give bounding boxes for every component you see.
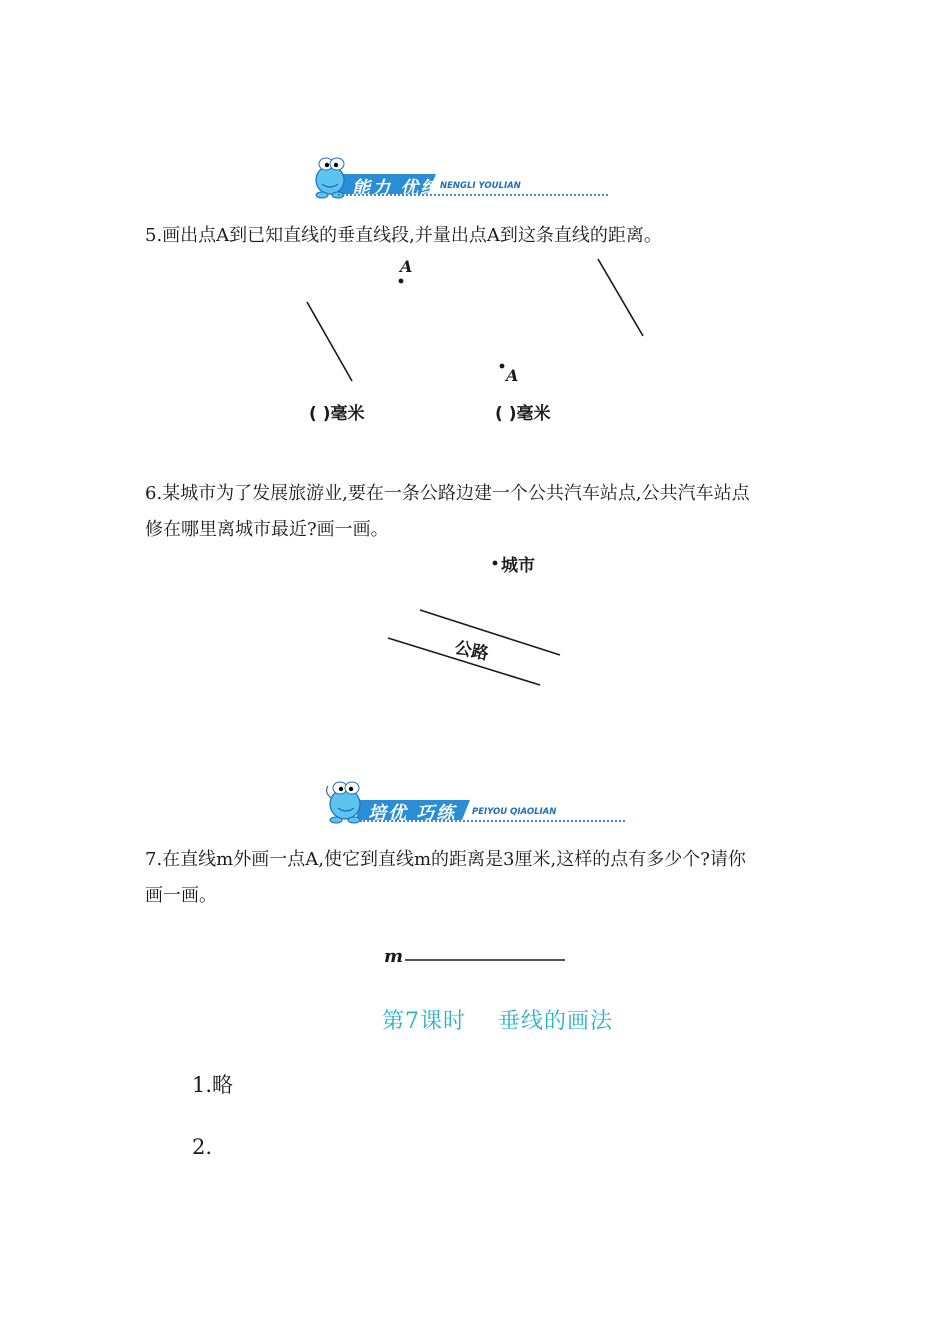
question-6-text-line-1: 6.某城市为了发展旅游业,要在一条公路边建一个公共汽车站点,公共汽车站点: [145, 483, 750, 504]
q5-point-label-1: A: [400, 257, 413, 276]
question-5-text: 5.画出点A到已知直线的垂直线段,并量出点A到这条直线的距离。: [145, 225, 662, 246]
line-m-label: m: [384, 946, 404, 967]
question-6-text-line-2: 修在哪里离城市最近?画一画。: [145, 519, 389, 540]
city-label: 城市: [501, 556, 535, 576]
banner-2-subtitle: PEIYOU QIAOLIAN: [472, 807, 557, 817]
q5-point-label-2: A: [506, 366, 519, 385]
banner-1-title: 能力 优练: [352, 178, 441, 199]
question-7-text-line-1: 7.在直线m外画一点A,使它到直线m的距离是3厘米,这样的点有多少个?请你: [145, 849, 746, 870]
banner-2-title: 培优 巧练: [368, 803, 457, 824]
question-7-text-line-2: 画一画。: [145, 885, 217, 906]
banner-1-subtitle: NENGLI YOULIAN: [440, 181, 521, 191]
answer-2: 2.: [192, 1135, 213, 1159]
road-label: 公路: [452, 637, 491, 665]
q5-answer-blank-2: ( )毫米: [495, 404, 551, 424]
section-heading: 第7课时 垂线的画法: [382, 1009, 613, 1034]
answer-1: 1.略: [192, 1073, 234, 1097]
q5-answer-blank-1: ( )毫米: [309, 404, 365, 424]
